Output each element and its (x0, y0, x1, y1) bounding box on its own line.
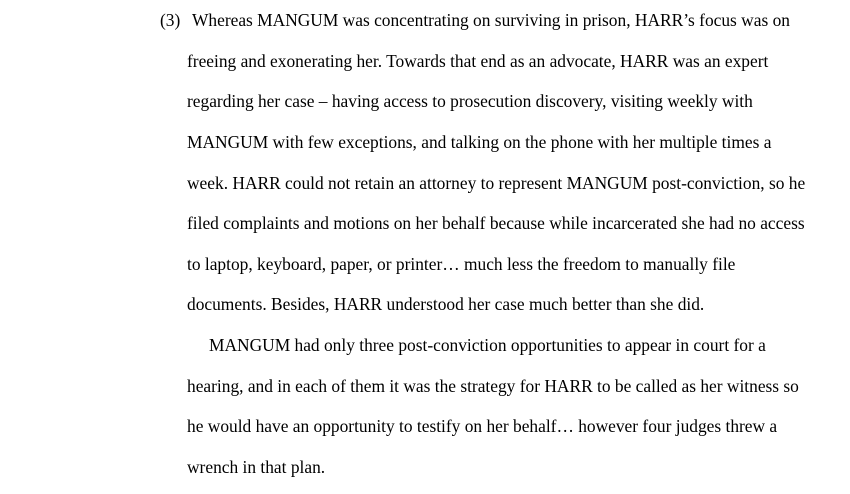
paragraph-line: filed complaints and motions on her behalf because while incarcerated she had no access (187, 213, 805, 233)
paragraph-line: freeing and exonerating her. Towards that end as an advocate, HARR was an expert (187, 51, 769, 71)
paragraph-line: to laptop, keyboard, paper, or printer… much less the freedom to manually file (187, 254, 736, 274)
paragraph-line: MANGUM with few exceptions, and talking on the phone with her multiple times a (187, 132, 772, 152)
paragraph-line: MANGUM had only three post-conviction opportunities to appear in court for a (209, 335, 766, 355)
paragraph-line: documents. Besides, HARR understood her case much better than she did. (187, 294, 705, 314)
item-number: (3) (160, 10, 181, 30)
paragraph-line: Whereas MANGUM was concentrating on surviving in prison, HARR’s focus was on (192, 10, 790, 30)
paragraph-line: hearing, and in each of them it was the strategy for HARR to be called as her witness so (187, 376, 799, 396)
paragraph-line: he would have an opportunity to testify on her behalf… however four judges threw a (187, 416, 778, 436)
paragraph-line: wrench in that plan. (187, 457, 326, 477)
paragraph-line: regarding her case – having access to prosecution discovery, visiting weekly with (187, 91, 753, 111)
paragraph-line: week. HARR could not retain an attorney to represent MANGUM post-conviction, so he (187, 173, 806, 193)
